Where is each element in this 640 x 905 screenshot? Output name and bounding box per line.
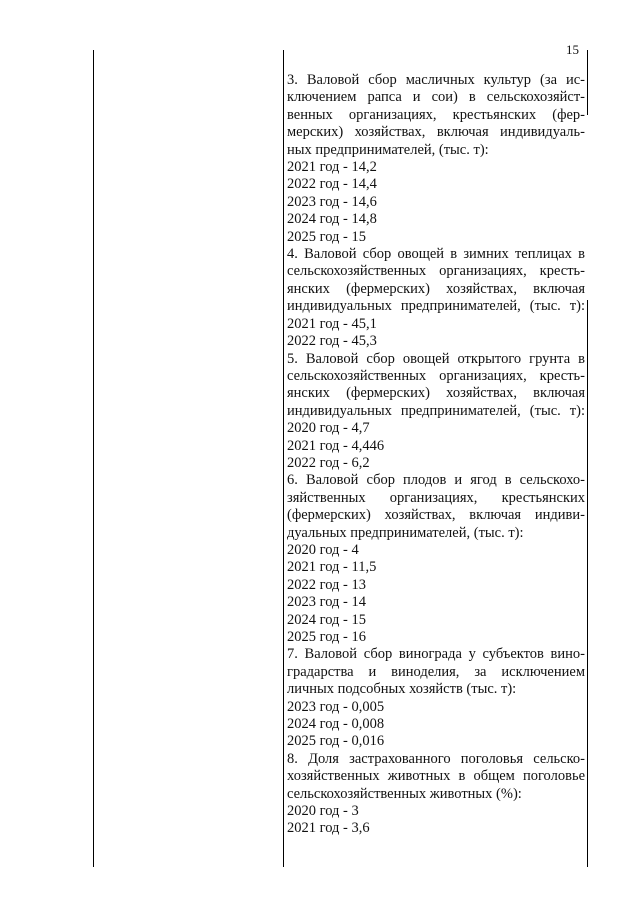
text-line: хозяйственных животных в общем поголовье — [287, 768, 585, 785]
value-line: 2021 год - 4,446 — [287, 437, 385, 454]
table-right-border — [587, 50, 588, 115]
value-line: 2024 год - 15 — [287, 611, 366, 628]
text-line: (фермерских) хозяйствах, включая индиви- — [287, 507, 585, 524]
value-line: 2021 год - 45,1 — [287, 315, 377, 332]
value-line: 2025 год - 15 — [287, 228, 366, 245]
value-line: 2021 год - 14,2 — [287, 159, 377, 176]
indicator-text-block — [287, 72, 585, 838]
table-right-border-lower — [587, 300, 588, 867]
text-line: 7. Валовой сбор винограда у субъектов вино- — [287, 646, 585, 663]
value-line: 2023 год - 14,6 — [287, 193, 377, 210]
value-line: 2020 год - 3 — [287, 803, 359, 820]
value-line: 2020 год - 4,7 — [287, 420, 370, 437]
value-line: 2022 год - 45,3 — [287, 333, 377, 350]
page-number: 15 — [566, 42, 579, 57]
text-line: ных предпринимателей, (тыс. т): — [287, 141, 489, 158]
value-line: 2021 год - 3,6 — [287, 820, 370, 837]
value-line: 2024 год - 0,008 — [287, 716, 385, 733]
text-line: индивидуальных предпринимателей, (тыс. т): — [287, 298, 585, 315]
text-line: индивидуальных предпринимателей, (тыс. т): — [287, 402, 585, 419]
value-line: 2023 год - 14 — [287, 594, 366, 611]
value-line: 2020 год - 4 — [287, 541, 359, 558]
value-line: 2022 год - 14,4 — [287, 176, 377, 193]
text-line: сельскохозяйственных животных (%): — [287, 785, 522, 802]
table-left-border — [93, 50, 94, 867]
text-line: ключением рапса и сои) в сельскохозяйст- — [287, 89, 585, 106]
text-line: янских (фермерских) хозяйствах, включая — [287, 385, 585, 402]
value-line: 2023 год - 0,005 — [287, 698, 385, 715]
value-line: 2022 год - 6,2 — [287, 454, 370, 471]
text-line: венных организациях, крестьянских (фер- — [287, 106, 585, 123]
text-line: 5. Валовой сбор овощей открытого грунта в — [287, 350, 585, 367]
text-line: 4. Валовой сбор овощей в зимних теплицах в — [287, 246, 585, 263]
value-line: 2024 год - 14,8 — [287, 211, 377, 228]
value-line: 2025 год - 16 — [287, 629, 366, 645]
text-line: мерских) хозяйствах, включая индивидуаль- — [287, 124, 585, 141]
text-line: 6. Валовой сбор плодов и ягод в сельскохо- — [287, 472, 585, 489]
text-line: дуальных предпринимателей, (тыс. т): — [287, 524, 524, 541]
text-line: 8. Доля застрахованного поголовья сельско- — [287, 750, 585, 767]
text-line: сельскохозяйственных организациях, кресть- — [287, 367, 585, 384]
text-line: личных подсобных хозяйств (тыс. т): — [287, 681, 517, 698]
value-line: 2025 год - 0,016 — [287, 733, 385, 750]
text-line: янских (фермерских) хозяйствах, включая — [287, 280, 585, 297]
text-line: 3. Валовой сбор масличных культур (за ис- — [287, 72, 585, 88]
text-line: сельскохозяйственных организациях, кресть- — [287, 263, 585, 280]
table-column-divider — [283, 50, 284, 867]
value-line: 2021 год - 11,5 — [287, 559, 377, 576]
value-line: 2022 год - 13 — [287, 576, 366, 593]
text-line: градарства и виноделия, за исключением — [287, 663, 585, 680]
text-line: зяйственных организациях, крестьянских — [287, 489, 585, 506]
